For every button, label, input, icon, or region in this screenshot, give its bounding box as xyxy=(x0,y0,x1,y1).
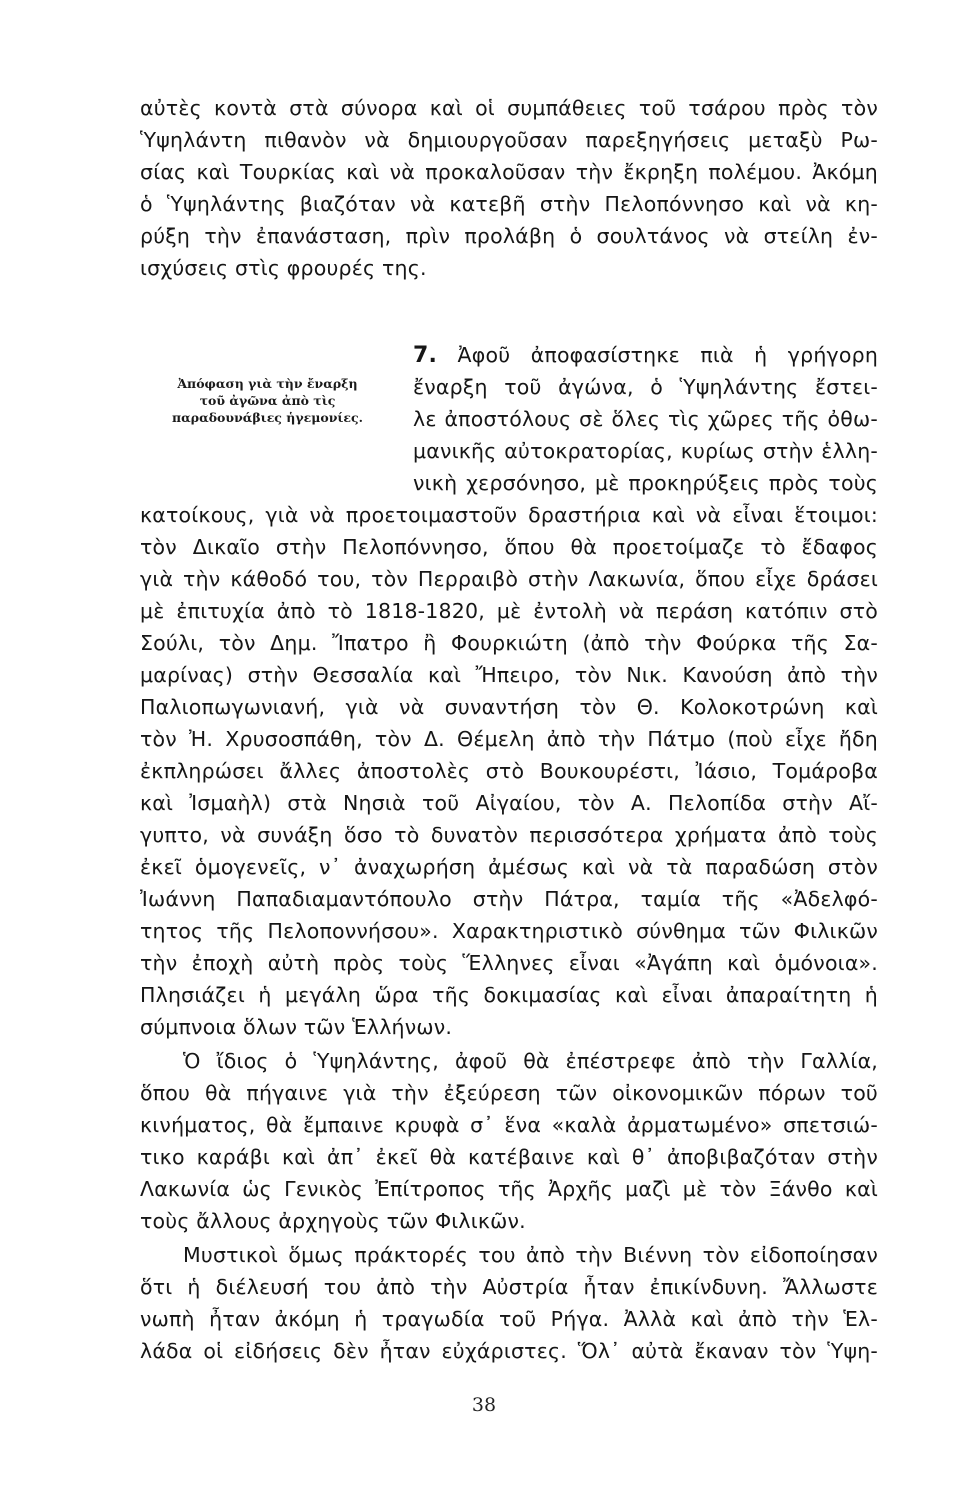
text-line: καὶ Ἰσμαὴλ) στὰ Νησιὰ τοῦ Αἰγαίου, τὸν Α. Πελοπίδα στὴν Αἴ- xyxy=(140,791,878,815)
text-line: μανικῆς αὐτοκρατορίας, κυρίως στὴν ἑλλη- xyxy=(413,439,878,463)
text-line: κατοίκους, γιὰ νὰ προετοιμαστοῦν δραστήρια καὶ νὰ εἶναι ἕτοιμοι: xyxy=(140,503,878,527)
margin-note-line: Ἀπόφαση γιὰ τὴν ἔναρξη xyxy=(177,376,358,391)
text-line: λε ἀποστόλους σὲ ὅλες τὶς χῶρες τῆς ὀθω- xyxy=(413,407,878,431)
text-line: νωπὴ ἦταν ἀκόμη ἡ τραγωδία τοῦ Ρήγα. Ἀλλὰ καὶ ἀπὸ τὴν Ἑλ- xyxy=(140,1307,878,1331)
text-line: μαρίνας) στὴν Θεσσαλία καὶ Ἤπειρο, τὸν Νικ. Κανούση ἀπὸ τὴν xyxy=(140,663,878,687)
text-line: αὐτὲς κοντὰ στὰ σύνορα καὶ οἱ συμπάθειες τοῦ τσάρου πρὸς τὸν xyxy=(140,96,878,120)
text-line: Πλησιάζει ἡ μεγάλη ὥρα τῆς δοκιμασίας καὶ εἶναι ἀπαραίτητη ἡ xyxy=(140,983,878,1007)
text-line: ισχύσεις στὶς φρουρές της. xyxy=(140,256,427,280)
margin-note xyxy=(140,375,395,426)
margin-note-line: παραδουνάβιες ἡγεμονίες. xyxy=(172,410,363,425)
paragraph-first-line: Ὁ ἴδιος ὁ Ὑψηλάντης, ἀφοῦ θὰ ἐπέστρεφε ἀπὸ τὴν Γαλλία, xyxy=(183,1049,878,1073)
text-line: Ἀφοῦ ἀποφασίστηκε πιὰ ἡ γρήγορη xyxy=(457,343,879,367)
text-line: ἐκεῖ ὁμογενεῖς, ν᾽ ἀναχωρήση ἀμέσως καὶ νὰ τὰ παραδώση στὸν xyxy=(140,855,878,879)
text-line: τοὺς ἄλλους ἀρχηγοὺς τῶν Φιλικῶν. xyxy=(140,1209,526,1233)
text-line: Σούλι, τὸν Δημ. Ἴπατρο ἢ Φουρκιώτη (ἀπὸ τὴν Φούρκα τῆς Σα- xyxy=(140,631,878,655)
text-line: τητος τῆς Πελοποννήσου». Χαρακτηριστικὸ σύνθημα τῶν Φιλικῶν xyxy=(140,919,878,943)
text-line: ἔναρξη τοῦ ἀγώνα, ὁ Ὑψηλάντης ἔστει- xyxy=(413,375,878,399)
text-line: Ὑψηλάντη πιθανὸν νὰ δημιουργοῦσαν παρεξηγήσεις μεταξὺ Ρω- xyxy=(140,128,878,152)
text-line: γυπτο, νὰ συνάξη ὅσο τὸ δυνατὸν περισσότερα χρήματα ἀπὸ τοὺς xyxy=(140,823,878,847)
text-line: ὅπου θὰ πήγαινε γιὰ τὴν ἐξεύρεση τῶν οἰκονομικῶν πόρων τοῦ xyxy=(140,1081,878,1105)
text-line: ρύξη τὴν ἐπανάσταση, πρὶν προλάβη ὁ σουλτάνος νὰ στείλη ἐν- xyxy=(140,224,878,248)
text-line: τικο καράβι καὶ ἀπ᾽ ἐκεῖ θὰ κατέβαινε καὶ θ᾽ ἀποβιβαζόταν στὴν xyxy=(140,1145,878,1169)
section-first-line xyxy=(413,340,878,371)
text-line: τὴν ἐποχὴ αὐτὴ πρὸς τοὺς Ἕλληνες εἶναι «Ἀγάπη καὶ ὁμόνοια». xyxy=(140,951,878,975)
section-number: 7. xyxy=(413,343,438,368)
text-line: σίας καὶ Τουρκίας καὶ νὰ προκαλοῦσαν τὴν ἔκρηξη πολέμου. Ἀκόμη xyxy=(140,160,878,184)
text-line: γιὰ τὴν κάθοδό του, τὸν Περραιβὸ στὴν Λακωνία, ὅπου εἶχε δράσει xyxy=(140,567,878,591)
page-number: 38 xyxy=(471,1394,497,1416)
text-line: μὲ ἐπιτυχία ἀπὸ τὸ 1818-1820, μὲ ἐντολὴ νὰ περάση κατόπιν στὸ xyxy=(140,599,878,623)
text-line: τὸν Ἠ. Χρυσοσπάθη, τὸν Δ. Θέμελη ἀπὸ τὴν Πάτμο (ποὺ εἶχε ἤδη xyxy=(140,727,878,751)
text-line: Λακωνία ὡς Γενικὸς Ἐπίτροπος τῆς Ἀρχῆς μαζὶ μὲ τὸν Ξάνθο καὶ xyxy=(140,1177,878,1201)
text-line: τὸν Δικαῖο στὴν Πελοπόννησο, ὅπου θὰ προετοίμαζε τὸ ἔδαφος xyxy=(140,535,878,559)
text-line: Ἰωάννη Παπαδιαμαντόπουλο στὴν Πάτρα, ταμία τῆς «Ἀδελφό- xyxy=(140,887,878,911)
text-line: σύμπνοια ὅλων τῶν Ἑλλήνων. xyxy=(140,1015,453,1039)
paragraph-first-line: Μυστικοὶ ὅμως πράκτορές του ἀπὸ τὴν Βιέννη τὸν εἰδοποίησαν xyxy=(183,1243,878,1267)
text-line: Παλιοπωγωνιανή, γιὰ νὰ συναντήση τὸν Θ. Κολοκοτρώνη καὶ xyxy=(140,695,878,719)
text-line: νικὴ χερσόνησο, μὲ προκηρύξεις πρὸς τοὺς xyxy=(413,471,878,495)
text-line: λάδα οἱ εἰδήσεις δὲν ἦταν εὐχάριστες. Ὅλ᾽ αὐτὰ ἔκαναν τὸν Ὑψη- xyxy=(140,1339,878,1363)
text-line: κινήματος, θὰ ἔμπαινε κρυφὰ σ᾽ ἕνα «καλὰ ἀρματωμένο» σπετσιώ- xyxy=(140,1113,878,1137)
text-line: ὅτι ἡ διέλευσή του ἀπὸ τὴν Αὐστρία ἦταν ἐπικίνδυνη. Ἄλλωστε xyxy=(140,1275,878,1299)
text-line: ἐκπληρώσει ἄλλες ἀποστολὲς στὸ Βουκουρέστι, Ἰάσιο, Τομάροβα xyxy=(140,759,878,783)
margin-note-line: τοῦ ἀγῶνα ἀπὸ τὶς xyxy=(199,393,336,408)
text-line: ὁ Ὑψηλάντης βιαζόταν νὰ κατεβῆ στὴν Πελοπόννησο καὶ νὰ κη- xyxy=(140,192,878,216)
